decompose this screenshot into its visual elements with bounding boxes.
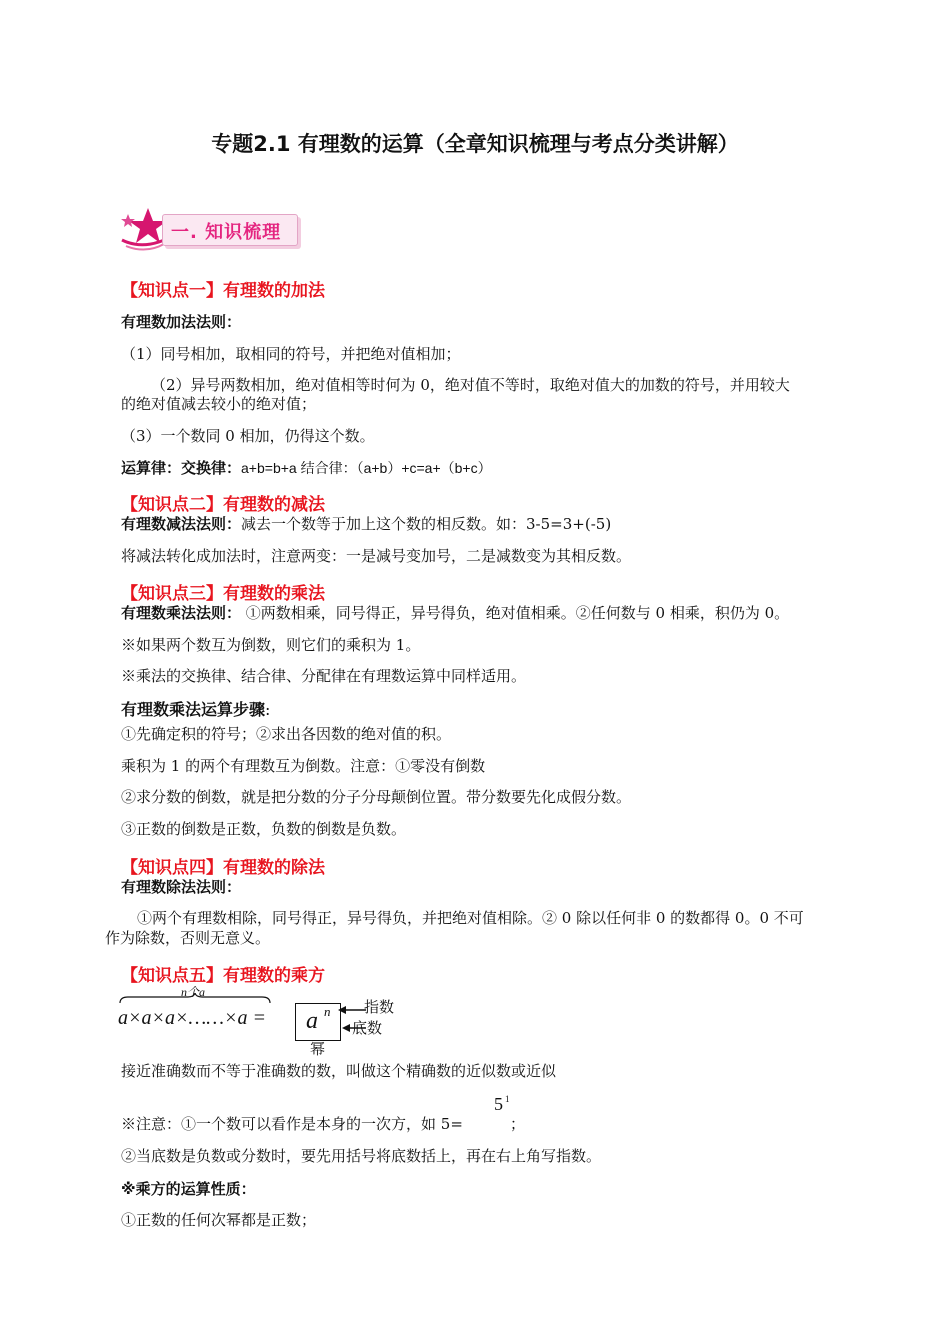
- note1-base: 5: [494, 1094, 503, 1114]
- multiplication-rule: [121, 603, 789, 623]
- steps-colon: :: [265, 700, 271, 719]
- power-note-2: ②当底数是负数或分数时，要先用括号将底数括上，再在右上角写指数。: [121, 1147, 602, 1165]
- note1-end: ；: [510, 1115, 526, 1133]
- addition-rule-2b: 的绝对值减去较小的绝对值；: [121, 395, 317, 413]
- page-title: 专题2.1 有理数的运算（全章知识梳理与考点分类讲解）: [211, 132, 739, 156]
- power-formula: a×a×a×……×a =: [118, 1007, 267, 1029]
- division-rule-1: ①两个有理数相除，同号得正，异号得负，并把绝对值相除。② 0 除以任何非 0 的数都得 0。0 不可: [137, 909, 804, 927]
- power-box: [295, 1003, 341, 1041]
- heading-power: 【知识点五】有理数的乘方: [121, 966, 325, 986]
- power-base: a: [306, 1008, 318, 1034]
- multiplication-note-2: ※乘法的交换律、结合律、分配律在有理数运算中同样适用。: [121, 667, 527, 685]
- brace-label: n个a: [181, 985, 206, 999]
- multiplication-rule-text: ①两数相乘，同号得正，异号得负，绝对值相乘。②任何数与 0 相乘，积仍为 0。: [241, 604, 790, 622]
- overbrace-icon: [118, 993, 272, 1005]
- steps-label: 有理数乘法运算步骤: [121, 700, 266, 719]
- multiplication-rule-label: 有理数乘法法则：: [121, 604, 242, 622]
- note1-exponent: 1: [505, 1094, 510, 1104]
- division-rule-2: 作为除数，否则无意义。: [105, 929, 271, 947]
- banner-text: 一. 知识梳理: [171, 222, 282, 243]
- division-rule-label: 有理数除法法则：: [121, 878, 242, 896]
- addition-rule-3: （3）一个数同 0 相加，仍得这个数。: [121, 427, 375, 445]
- subtraction-rule-text: 减去一个数等于加上这个数的相反数。如：3-5=3+(-5): [241, 515, 612, 533]
- base-label: 底数: [352, 1019, 383, 1037]
- section-banner: [162, 214, 298, 246]
- addition-rule-1: （1）同号相加，取相同的符号，并把绝对值相加；: [121, 345, 461, 363]
- heading-division: 【知识点四】有理数的除法: [121, 858, 325, 878]
- power-exponent: n: [324, 1004, 331, 1019]
- power-note-1: ※注意：①一个数可以看作是本身的一次方，如 5=: [121, 1115, 463, 1133]
- addition-rule-2a: （2）异号两数相加，绝对值相等时何为 0，绝对值不等时，取绝对值大的加数的符号，并用较大: [151, 376, 790, 394]
- addition-rule-label: 有理数加法法则：: [121, 313, 242, 331]
- subtraction-note: 将减法转化成加法时，注意两变：一是减号变加号，二是减数变为其相反数。: [121, 547, 632, 565]
- subtraction-rule-label: 有理数减法法则：: [121, 515, 242, 533]
- multiplication-step-2: 乘积为 1 的两个有理数互为倒数。注意：①零没有倒数: [121, 757, 486, 775]
- law-label: 运算律：交换律：: [121, 459, 242, 477]
- exponent-label: 指数: [364, 998, 395, 1016]
- subtraction-rule: [121, 514, 611, 534]
- multiplication-step-3: ②求分数的倒数，就是把分数的分子分母颠倒位置。带分数要先化成假分数。: [121, 788, 632, 806]
- heading-subtraction: 【知识点二】有理数的减法: [121, 495, 325, 515]
- heading-multiplication: 【知识点三】有理数的乘法: [121, 584, 325, 604]
- multiplication-note-1: ※如果两个数互为倒数，则它们的乘积为 1。: [121, 636, 421, 654]
- addition-laws: [121, 458, 492, 478]
- power-property-1: ①正数的任何次幂都是正数；: [121, 1211, 317, 1229]
- heading-addition: 【知识点一】有理数的加法: [121, 281, 325, 301]
- multiplication-step-4: ③正数的倒数是正数，负数的倒数是负数。: [121, 820, 407, 838]
- power-properties-label: ※乘方的运算性质：: [121, 1180, 256, 1198]
- multiplication-steps-label: [121, 700, 270, 720]
- multiplication-step-1: ①先确定积的符号；②求出各因数的绝对值的积。: [121, 725, 452, 743]
- approx-text: 接近准确数而不等于准确数的数，叫做这个精确数的近似数或近似: [121, 1062, 557, 1080]
- law-text: a+b=b+a 结合律：（a+b）+c=a+（b+c）: [241, 460, 492, 476]
- power-label: 幂: [310, 1040, 326, 1058]
